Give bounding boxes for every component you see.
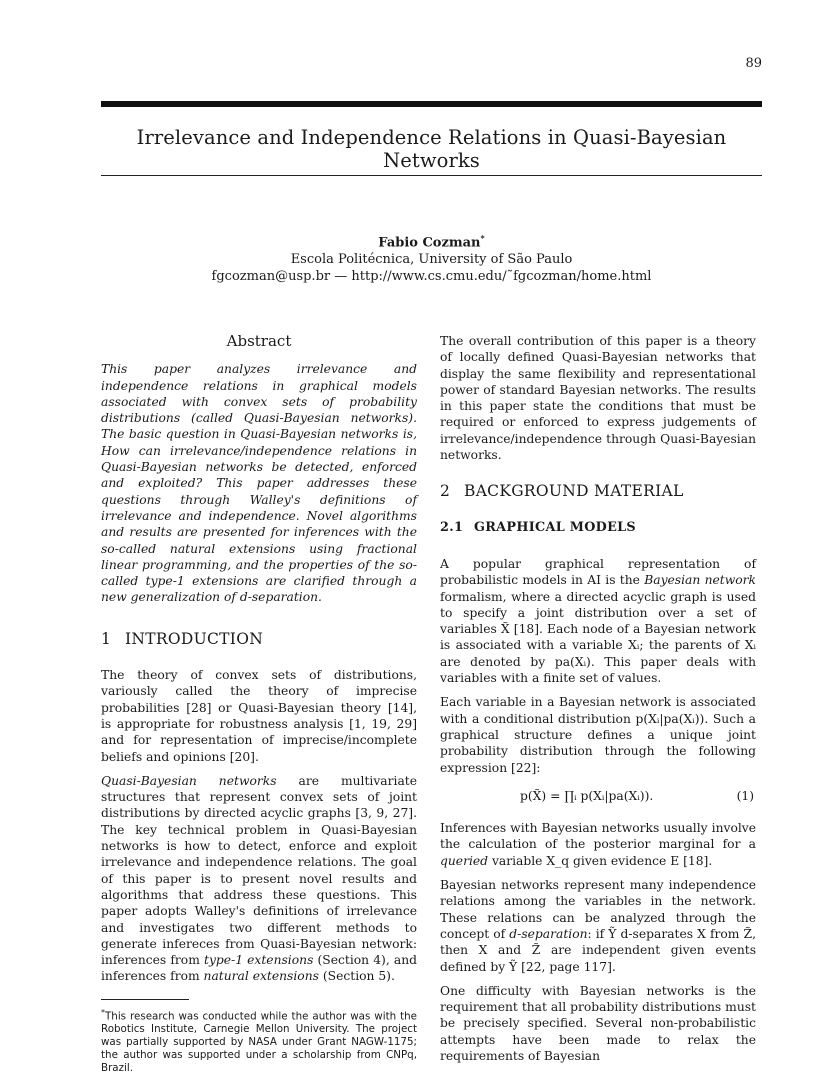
- overall-contribution-paragraph: The overall contribution of this paper is a theory of locally defined Quasi-Bayesian networks that display the same flexibility and representational power of standard Bayesian networks. The results in this paper state the conditions that must be required or enforced to express judgements of irrelevance/independence through Quasi-Bayesian networks.: [440, 334, 756, 463]
- author-block: [101, 230, 762, 285]
- section-2-heading: [440, 483, 756, 499]
- gm-p4-text-b: : if Ỹ d-separates X from Z̃, then X and Z̃ are independent given events defined by Ỹ [22, page 117].: [440, 926, 756, 974]
- gm-p1-emphasis: Bayesian network: [644, 573, 756, 588]
- footnote-rule: [101, 999, 189, 1000]
- gm-p4-text-a: Bayesian networks represent many independence relations among the variables in the network. These relations can be analyzed through the concept of: [440, 878, 756, 941]
- intro-p2-emphasis-2: type-1 extensions: [204, 953, 314, 968]
- intro-p2-text-b: (Section 4), and inferences from: [101, 953, 418, 984]
- graphical-models-paragraph-5: One difficulty with Bayesian networks is the requirement that all probability distributions must be precisely specified. Several non-probabilistic attempts have been made to relax the requirements of Bayesian: [440, 983, 756, 1063]
- equation-1: [440, 788, 756, 804]
- section-1-number: 1: [101, 629, 112, 648]
- author-footnote-mark: *: [480, 233, 485, 243]
- title-top-rule: [101, 101, 762, 107]
- intro-p2-text-a: are multivariate structures that represent convex sets of joint distributions by directed acyclic graphs [3, 9, 27]. The key technical problem in Quasi-Bayesian networks is how to detect, enforce and exploit irrelevance and independence relations. The goal of this paper is to present novel results and algorithms that address these questions. This paper adopts Walley's definitions of irrelevance and investigates two different methods to generate infereces from Quasi-Bayesian network: inferences from: [101, 773, 417, 968]
- footnote-text: This research was conducted while the author was with the Robotics Institute, Carnegie Mellon University. The project was partially supported by NASA under Grant NAGW-1175; the author was supported under a scholarship from CNPq, Brazil.: [101, 1010, 417, 1075]
- gm-p3-emphasis: queried: [440, 853, 489, 868]
- gm-p4-emphasis: d-separation: [509, 926, 588, 941]
- equation-1-body: p(X̃) = ∏ᵢ p(Xᵢ|pa(Xᵢ)).: [520, 788, 654, 803]
- intro-p2-text-c: (Section 5).: [318, 969, 395, 984]
- equation-1-number: (1): [736, 788, 754, 803]
- section-2-number: 2: [440, 482, 451, 501]
- author-affiliation: Escola Politécnica, University of São Paulo: [290, 252, 573, 268]
- gm-p1-text-b: formalism, where a directed acyclic graph is used to specify a joint distribution over a set of variables X̃ [18]. Each node of a Bayesian network is associated with a variable Xᵢ; the parents of Xᵢ are denoted by pa(Xᵢ). This paper deals with variables with a finite set of values.: [440, 589, 756, 686]
- page-number: 89: [745, 56, 762, 71]
- graphical-models-paragraph-1: [440, 556, 756, 686]
- graphical-models-paragraph-4: [440, 877, 756, 975]
- footnote-mark: *: [101, 1007, 105, 1017]
- author-contact: fgcozman@usp.br — http://www.cs.cmu.edu/˜fgcozman/home.html: [211, 269, 652, 285]
- right-column: [440, 333, 756, 1072]
- title-bottom-rule: [101, 175, 762, 176]
- graphical-models-paragraph-2: Each variable in a Bayesian network is associated with a conditional distribution p(Xᵢ|pa(Xᵢ)). Such a graphical structure defines a unique joint probability distribution through the following expression [22]:: [440, 695, 756, 775]
- intro-p2-emphasis-3: natural extensions: [203, 969, 319, 984]
- intro-paragraph-2: [101, 773, 417, 985]
- intro-p2-emphasis: Quasi-Bayesian networks: [101, 773, 277, 788]
- author-name: [101, 230, 762, 251]
- abstract-body: This paper analyzes irrelevance and independence relations in graphical models associated with convex sets of probability distributions (called Quasi-Bayesian networks). The basic question in Quasi-Bayesian networks is, How can irrelevance/independence relations in Quasi-Bayesian networks be detected, enforced and exploited? This paper addresses these questions through Walley's definitions of irrelevance and independence. Novel algorithms and results are presented for inferences with the so-called natural extensions using fractional linear programming, and the properties of the so-called type-1 extensions are clarified through a new generalization of d-separation.: [101, 362, 417, 605]
- abstract-heading: Abstract: [226, 332, 292, 350]
- left-column: [101, 333, 417, 1075]
- gm-p3-text-b: variable X_q given evidence E [18].: [488, 853, 713, 868]
- section-1-heading: [101, 631, 417, 647]
- section-1-title: INTRODUCTION: [125, 629, 264, 648]
- author-name-text: Fabio Cozman: [378, 235, 481, 251]
- gm-p1-text-a: A popular graphical representation of probabilistic models in AI is the: [440, 556, 756, 588]
- intro-paragraph-1: The theory of convex sets of distributions, variously called the theory of imprecise probabilities [28] or Quasi-Bayesian theory [14], is appropriate for robustness analysis [1, 19, 29] and for representation of imprecise/incomplete beliefs and opinions [20].: [101, 668, 417, 764]
- gm-p3-text-a: Inferences with Bayesian networks usually involve the calculation of the posterior marginal for a: [440, 821, 756, 852]
- footnote: [101, 1006, 417, 1075]
- section-2-title: BACKGROUND MATERIAL: [464, 482, 684, 501]
- subsection-2-1-number: 2.1: [440, 519, 464, 535]
- subsection-2-1-title: GRAPHICAL MODELS: [474, 519, 636, 535]
- paper-title: Irrelevance and Independence Relations in Quasi-Bayesian Networks: [136, 126, 727, 172]
- subsection-2-1-heading: [440, 520, 756, 536]
- graphical-models-paragraph-3: [440, 820, 756, 869]
